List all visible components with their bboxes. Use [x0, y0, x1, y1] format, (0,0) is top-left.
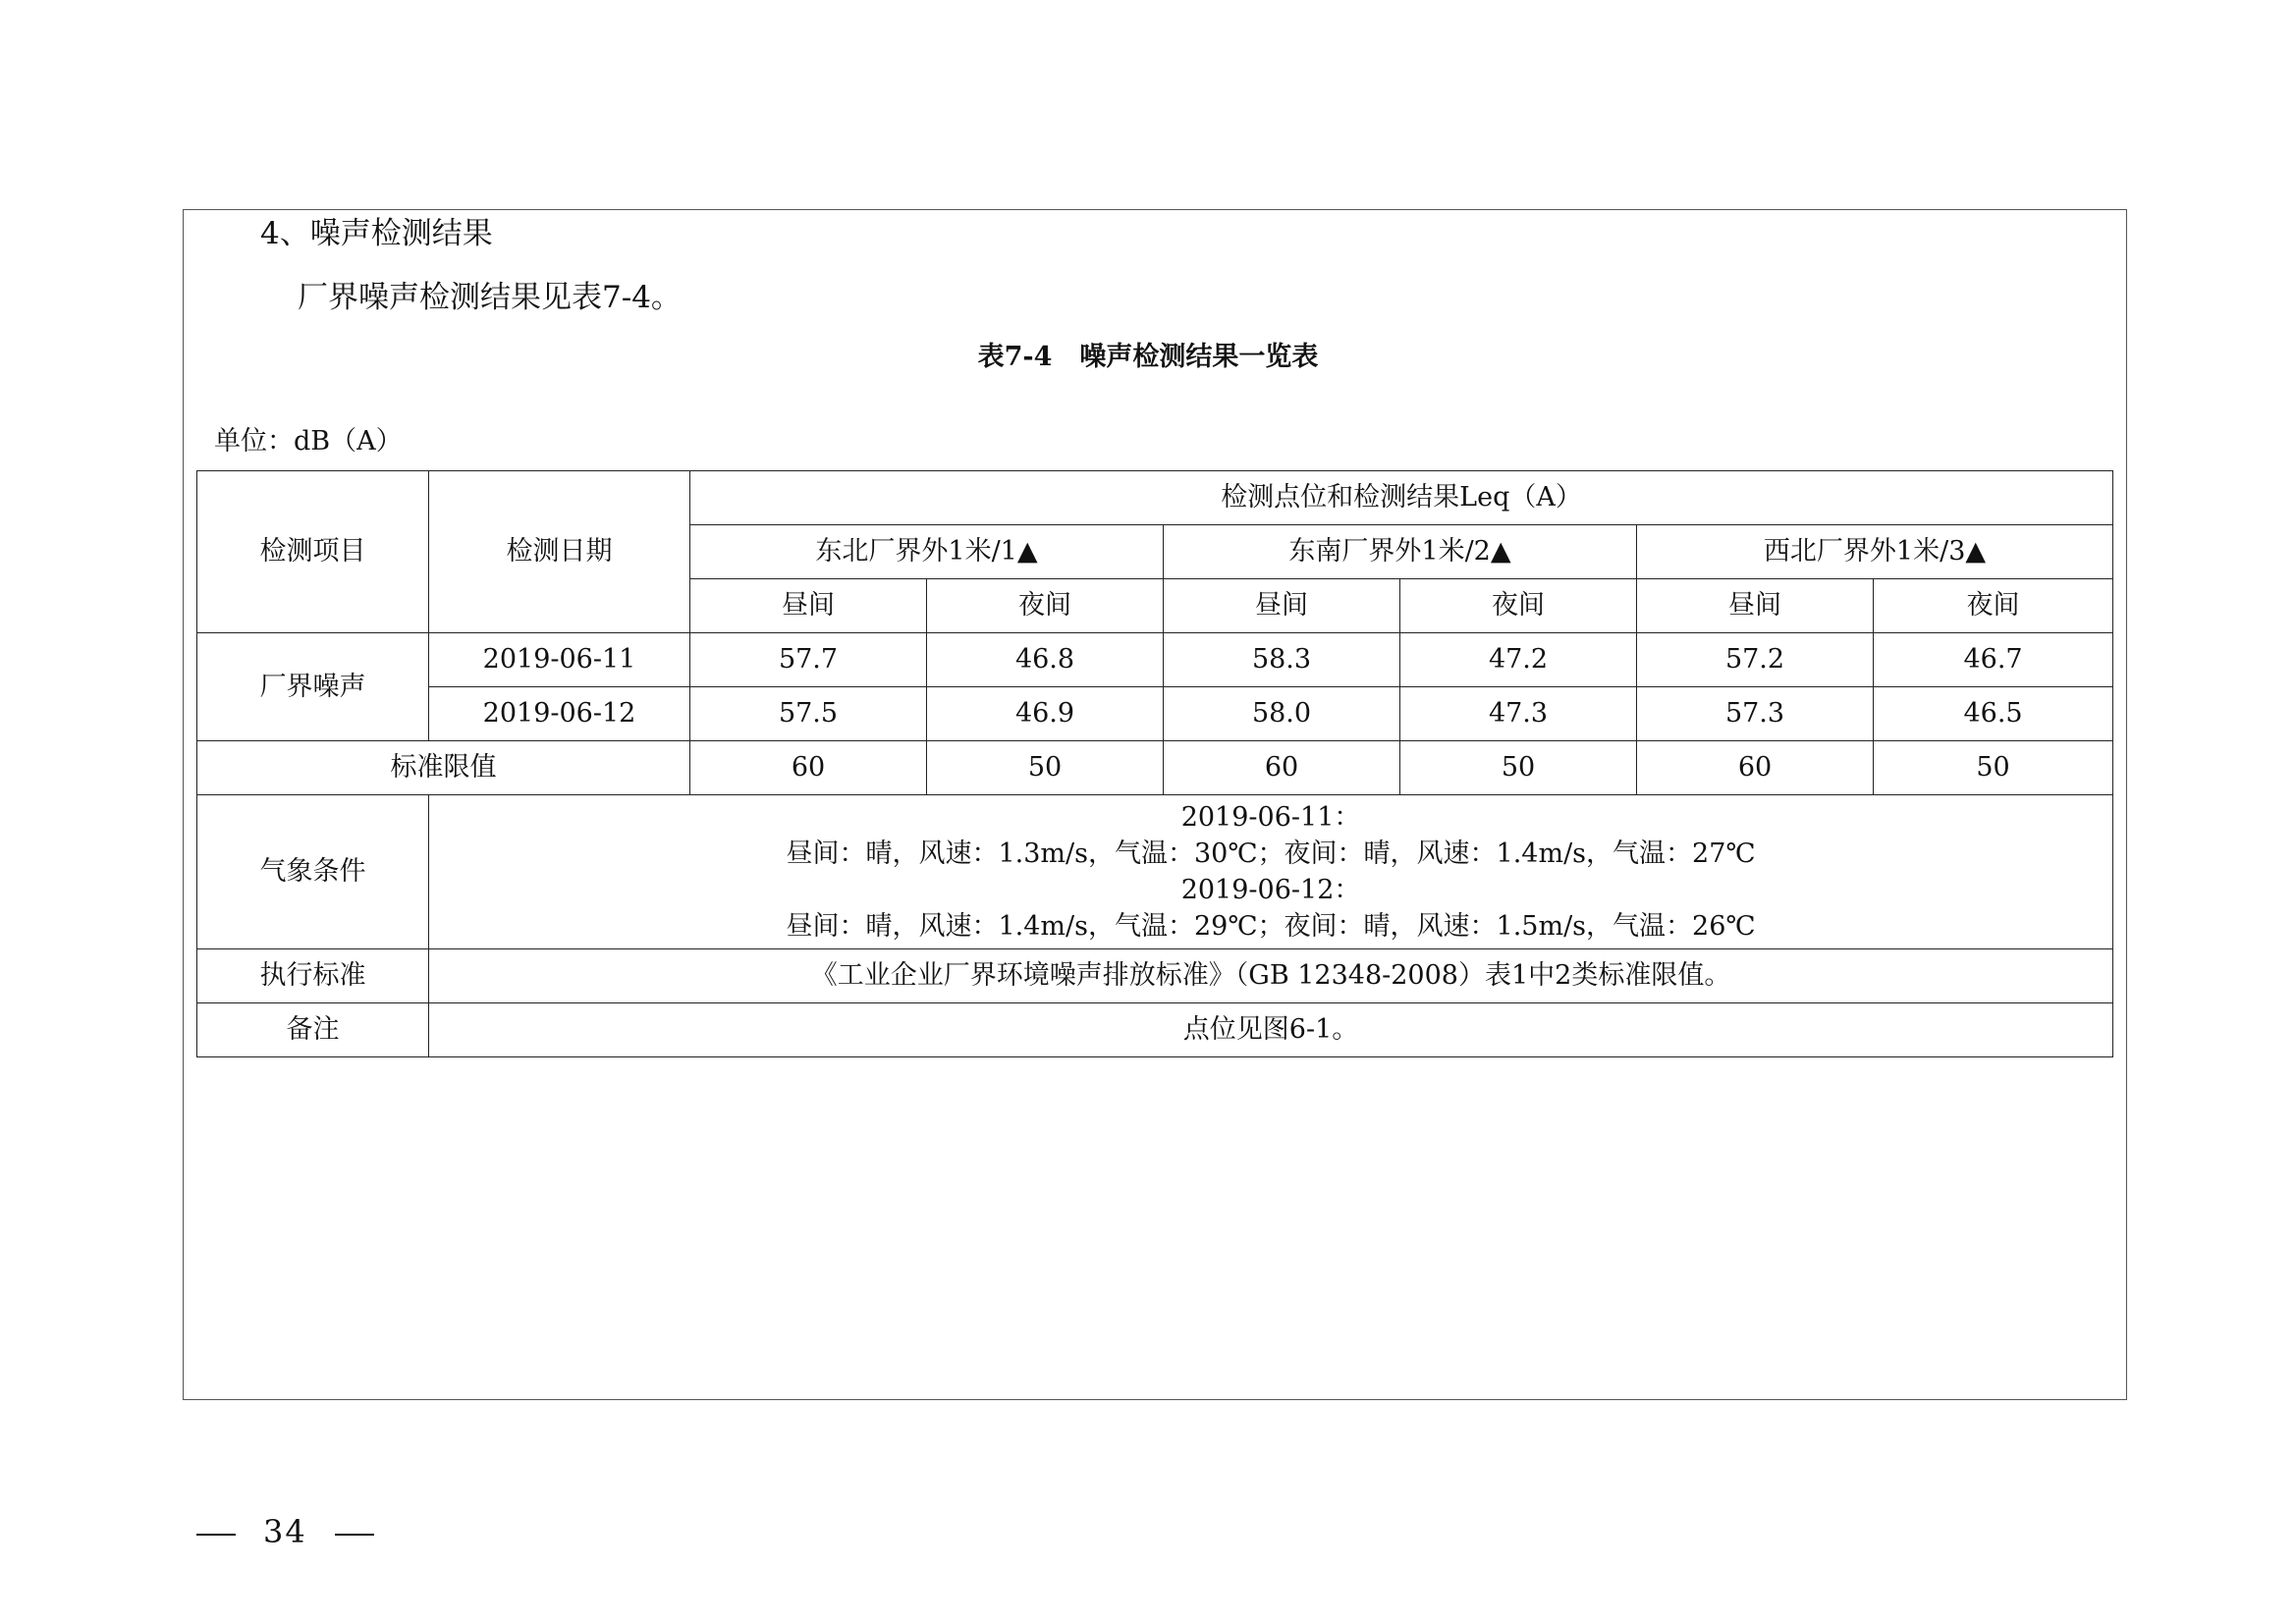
limit-value-cell: 50 — [1874, 741, 2113, 795]
remark-label: 备注 — [197, 1003, 429, 1057]
day-header: 昼间 — [1637, 579, 1874, 633]
night-header: 夜间 — [1874, 579, 2113, 633]
table-number: 表7-4 — [977, 342, 1053, 372]
intro-text: 厂界噪声检测结果见表7-4。 — [298, 280, 682, 315]
weather-line: 2019-06-11： — [1180, 802, 1361, 833]
standard-text: 《工业企业厂界环境噪声排放标准》（GB 12348-2008）表1中2类标准限值。 — [429, 949, 2113, 1003]
value-cell: 57.5 — [690, 687, 927, 741]
item-col-header: 检测项目 — [197, 471, 429, 633]
value-cell: 46.9 — [927, 687, 1164, 741]
header-row-1 — [197, 471, 2113, 525]
value-cell: 46.5 — [1874, 687, 2113, 741]
standard-label: 执行标准 — [197, 949, 429, 1003]
value-cell: 47.2 — [1400, 633, 1637, 687]
limit-label: 标准限值 — [197, 741, 690, 795]
remark-text: 点位见图6-1。 — [429, 1003, 2113, 1057]
weather-label: 气象条件 — [197, 795, 429, 949]
weather-line: 2019-06-12： — [1180, 875, 1361, 905]
unit-label: 单位：dB（A） — [214, 426, 403, 457]
limit-value-cell: 50 — [927, 741, 1164, 795]
value-cell: 57.7 — [690, 633, 927, 687]
value-cell: 57.3 — [1637, 687, 1874, 741]
value-cell: 57.2 — [1637, 633, 1874, 687]
date-cell: 2019-06-12 — [429, 687, 690, 741]
limit-value-cell: 60 — [1164, 741, 1400, 795]
weather-row — [197, 795, 2113, 949]
night-header: 夜间 — [927, 579, 1164, 633]
item-name-cell: 厂界噪声 — [197, 633, 429, 741]
page-number: 34 — [263, 1513, 307, 1550]
limit-value-cell: 60 — [1637, 741, 1874, 795]
table-row — [197, 687, 2113, 741]
limit-value-cell: 50 — [1400, 741, 1637, 795]
table-row — [197, 633, 2113, 687]
footer-dash-left — [196, 1534, 236, 1536]
footer-dash-right — [335, 1534, 374, 1536]
remark-row — [197, 1003, 2113, 1057]
group-header: 检测点位和检测结果Leq（A） — [690, 471, 2113, 525]
limit-value-cell: 60 — [690, 741, 927, 795]
date-cell: 2019-06-11 — [429, 633, 690, 687]
table-caption — [0, 340, 2296, 375]
standard-row — [197, 949, 2113, 1003]
date-col-header: 检测日期 — [429, 471, 690, 633]
table-title: 噪声检测结果一览表 — [1079, 342, 1319, 372]
weather-line: 昼间：晴，风速：1.3m/s，气温：30℃；夜间：晴，风速：1.4m/s，气温：27℃ — [786, 839, 1756, 869]
weather-cell — [429, 795, 2113, 949]
weather-line: 昼间：晴，风速：1.4m/s，气温：29℃；夜间：晴，风速：1.5m/s，气温：26℃ — [786, 911, 1756, 942]
value-cell: 58.3 — [1164, 633, 1400, 687]
limit-row — [197, 741, 2113, 795]
night-header: 夜间 — [1400, 579, 1637, 633]
value-cell: 46.8 — [927, 633, 1164, 687]
point-header-1: 东北厂界外1米/1▲ — [690, 525, 1164, 579]
point-header-2: 东南厂界外1米/2▲ — [1164, 525, 1637, 579]
point-header-3: 西北厂界外1米/3▲ — [1637, 525, 2113, 579]
day-header: 昼间 — [1164, 579, 1400, 633]
day-header: 昼间 — [690, 579, 927, 633]
value-cell: 47.3 — [1400, 687, 1637, 741]
value-cell: 46.7 — [1874, 633, 2113, 687]
value-cell: 58.0 — [1164, 687, 1400, 741]
section-heading: 4、噪声检测结果 — [260, 216, 493, 251]
page-footer — [196, 1512, 402, 1551]
noise-results-table — [196, 470, 2113, 1057]
